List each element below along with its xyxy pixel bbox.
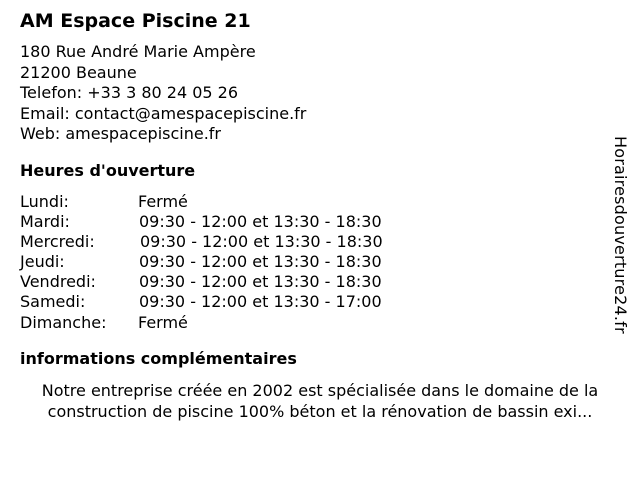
hours-row-mardi <box>20 212 620 232</box>
business-card <box>20 8 620 422</box>
address-street: 180 Rue André Marie Ampère <box>20 42 256 61</box>
time-value: 09:30 - 12:00 et 13:30 - 18:30 <box>139 272 382 292</box>
additional-info-heading: informations complémentaires <box>20 348 297 368</box>
day-label: Vendredi: <box>20 272 96 292</box>
email-line[interactable]: Email: contact@amespacepiscine.fr <box>20 103 307 123</box>
side-brand-watermark: Horairesdouverture24.fr <box>611 136 630 334</box>
day-label: Lundi: <box>20 191 69 211</box>
address-city: 21200 Beaune <box>20 62 137 82</box>
time-value: 09:30 - 12:00 et 13:30 - 18:30 <box>140 231 383 251</box>
business-name: AM Espace Piscine 21 <box>20 10 251 32</box>
phone-line[interactable]: Telefon: +33 3 80 24 05 26 <box>20 83 239 102</box>
info-line-2: construction de piscine 100% béton et la rénovation de bassin exi... <box>47 401 593 421</box>
day-label: Mercredi: <box>20 231 95 251</box>
time-value: Fermé <box>138 191 188 211</box>
info-line-1: Notre entreprise créée en 2002 est spécialisée dans le domaine de la <box>41 380 599 400</box>
hours-row-samedi <box>20 292 620 312</box>
hours-row-mercredi <box>20 232 620 252</box>
day-label: Dimanche: <box>20 312 107 332</box>
time-value: Fermé <box>138 312 188 332</box>
opening-hours-table <box>20 192 620 333</box>
website-line[interactable]: Web: amespacepiscine.fr <box>20 124 221 143</box>
opening-hours-heading: Heures d'ouverture <box>20 160 196 180</box>
time-value: 09:30 - 12:00 et 13:30 - 17:00 <box>139 292 382 312</box>
hours-row-vendredi <box>20 272 620 292</box>
additional-info-text <box>20 380 620 422</box>
time-value: 09:30 - 12:00 et 13:30 - 18:30 <box>139 211 382 231</box>
hours-row-dimanche <box>20 313 620 333</box>
hours-row-jeudi <box>20 252 620 272</box>
day-label: Mardi: <box>20 211 70 231</box>
time-value: 09:30 - 12:00 et 13:30 - 18:30 <box>139 252 382 272</box>
day-label: Samedi: <box>20 292 86 312</box>
day-label: Jeudi: <box>20 252 65 272</box>
hours-row-lundi <box>20 192 620 212</box>
